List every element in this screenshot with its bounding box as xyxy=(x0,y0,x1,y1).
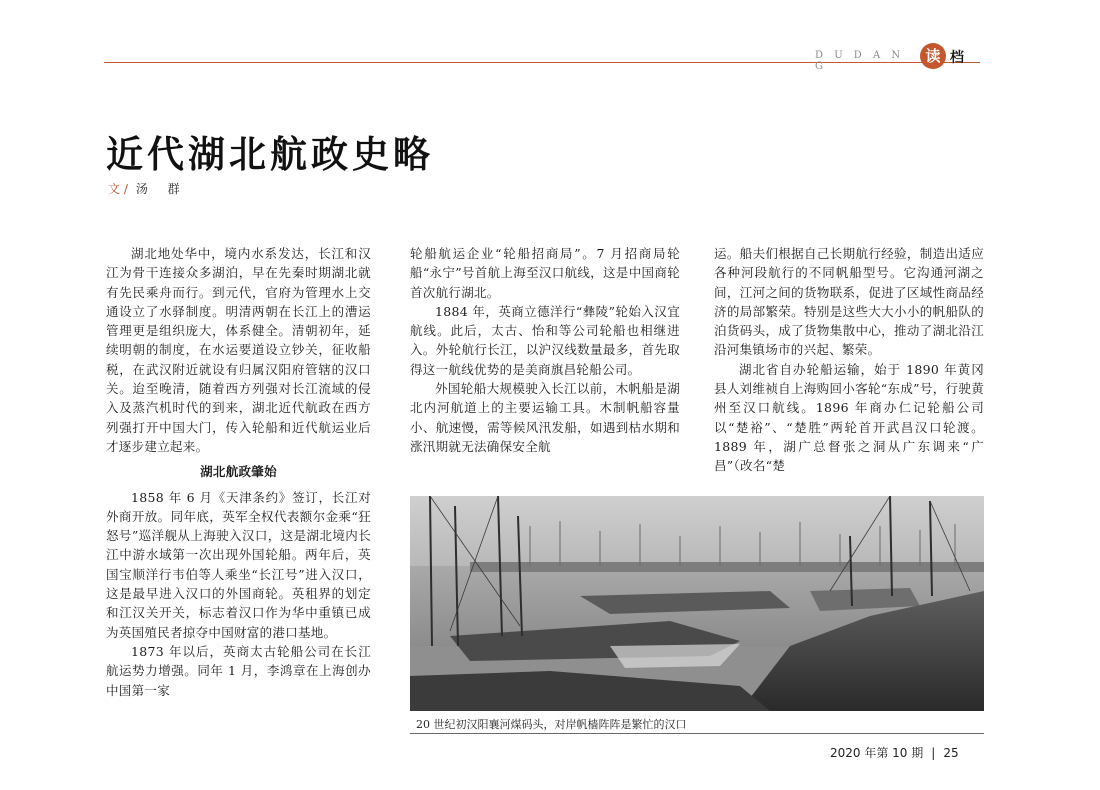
paragraph: 1873 年以后，英商太古轮船公司在长江航运势力增强。同年 1 月，李鸿章在上海创办中国第一家 xyxy=(106,643,371,698)
section-badge: 读 xyxy=(920,43,946,69)
harbor-photo-illustration xyxy=(410,496,984,711)
issue-label: 2020 年第 10 期 xyxy=(830,746,924,760)
section-heading: 湖北航政肇始 xyxy=(200,464,277,480)
paragraph: 1884 年，英商立德洋行“彝陵”轮始入汉宜航线。此后，太古、怡和等公司轮船也相继进入。外轮航行长江，以沪汉线数量最多，首先取得这一航线优势的是美商旗昌轮船公司。 xyxy=(410,303,680,377)
footer-separator: | xyxy=(931,746,936,760)
photo-caption: 20 世纪初汉阳襄河煤码头，对岸帆樯阵阵是繁忙的汉口 xyxy=(410,716,984,734)
page-number: 25 xyxy=(943,746,959,760)
page-footer xyxy=(830,744,959,761)
author-name: 汤 群 xyxy=(135,182,188,196)
section-name: 档 xyxy=(950,50,964,66)
paragraph: 湖北省自办轮船运输，始于 1890 年黄冈县人刘维祯自上海购回小客轮“东成”号，行驶黄州至汉口航线。1896 年商办仁记轮船公司以“楚裕”、“楚胜”两轮首开武昌汉口轮渡。1889 年，湖广总督张之洞从广东调来“广昌”（改名“楚 xyxy=(714,361,984,474)
paragraph: 外国轮船大规模驶入长江以前，木帆船是湖北内河航道上的主要运输工具。木制帆船容量小、航速慢，需等候风汛发船，如遇到枯水期和涨汛期就无法确保安全航 xyxy=(410,381,680,454)
byline xyxy=(108,180,188,197)
paragraph: 1858 年 6 月《天津条约》签订，长江对外商开放。同年底，英军全权代表额尔金乘“狂怒号”巡洋舰从上海驶入汉口，这是湖北境内长江中游水域第一次出现外国轮船。两年后，英国宝顺洋行韦伯等人乘坐“长江号”进入汉口，这是最早进入汉口的外国商轮。英租界的划定和江汉关开关，标志着汉口作为华中重镇已成为英国殖民者掠夺中国财富的港口基地。 xyxy=(106,489,371,640)
text-column-1 xyxy=(106,244,371,700)
article-title: 近代湖北航政史略 xyxy=(106,132,434,176)
paragraph: 轮船航运企业“轮船招商局”。7 月招商局轮船“永宁”号首航上海至汉口航线，这是中国商轮首次航行湖北。 xyxy=(410,246,680,300)
text-column-2 xyxy=(410,244,680,456)
harbor-photo xyxy=(410,496,984,711)
paragraph: 湖北地处华中，境内水系发达，长江和汉江为骨干连接众多湖泊，早在先秦时期湖北就有先民乘舟而行。到元代，官府为管理水上交通设立了水驿制度。明清两朝在长江上的漕运管理更是组织庞大，体系健全。清朝初年，延续明朝的制度，在水运要道设立钞关，征收船税，在武汉附近就设有归属汉阳府管辖的汉口关。迨至晚清，随着西方列强对长江流域的侵入及蒸汽机时代的到来，湖北近代航政在西方列强打开中国大门，传入轮船和近代航运业后才逐步建立起来。 xyxy=(106,246,371,454)
section-latin-label: D U D A N G xyxy=(815,50,905,72)
text-column-3 xyxy=(714,244,984,476)
byline-label: 文 / xyxy=(108,182,128,196)
paragraph: 运。船夫们根据自己长期航行经验，制造出适应各种河段航行的不同帆船型号。它沟通河湖之间，江河之间的货物联系，促进了区域性商品经济的局部繁荣。特别是这些大大小小的帆船队的泊货码头，成了货物集散中心，推动了湖北沿江沿河集镇场市的兴起、繁荣。 xyxy=(714,246,984,358)
